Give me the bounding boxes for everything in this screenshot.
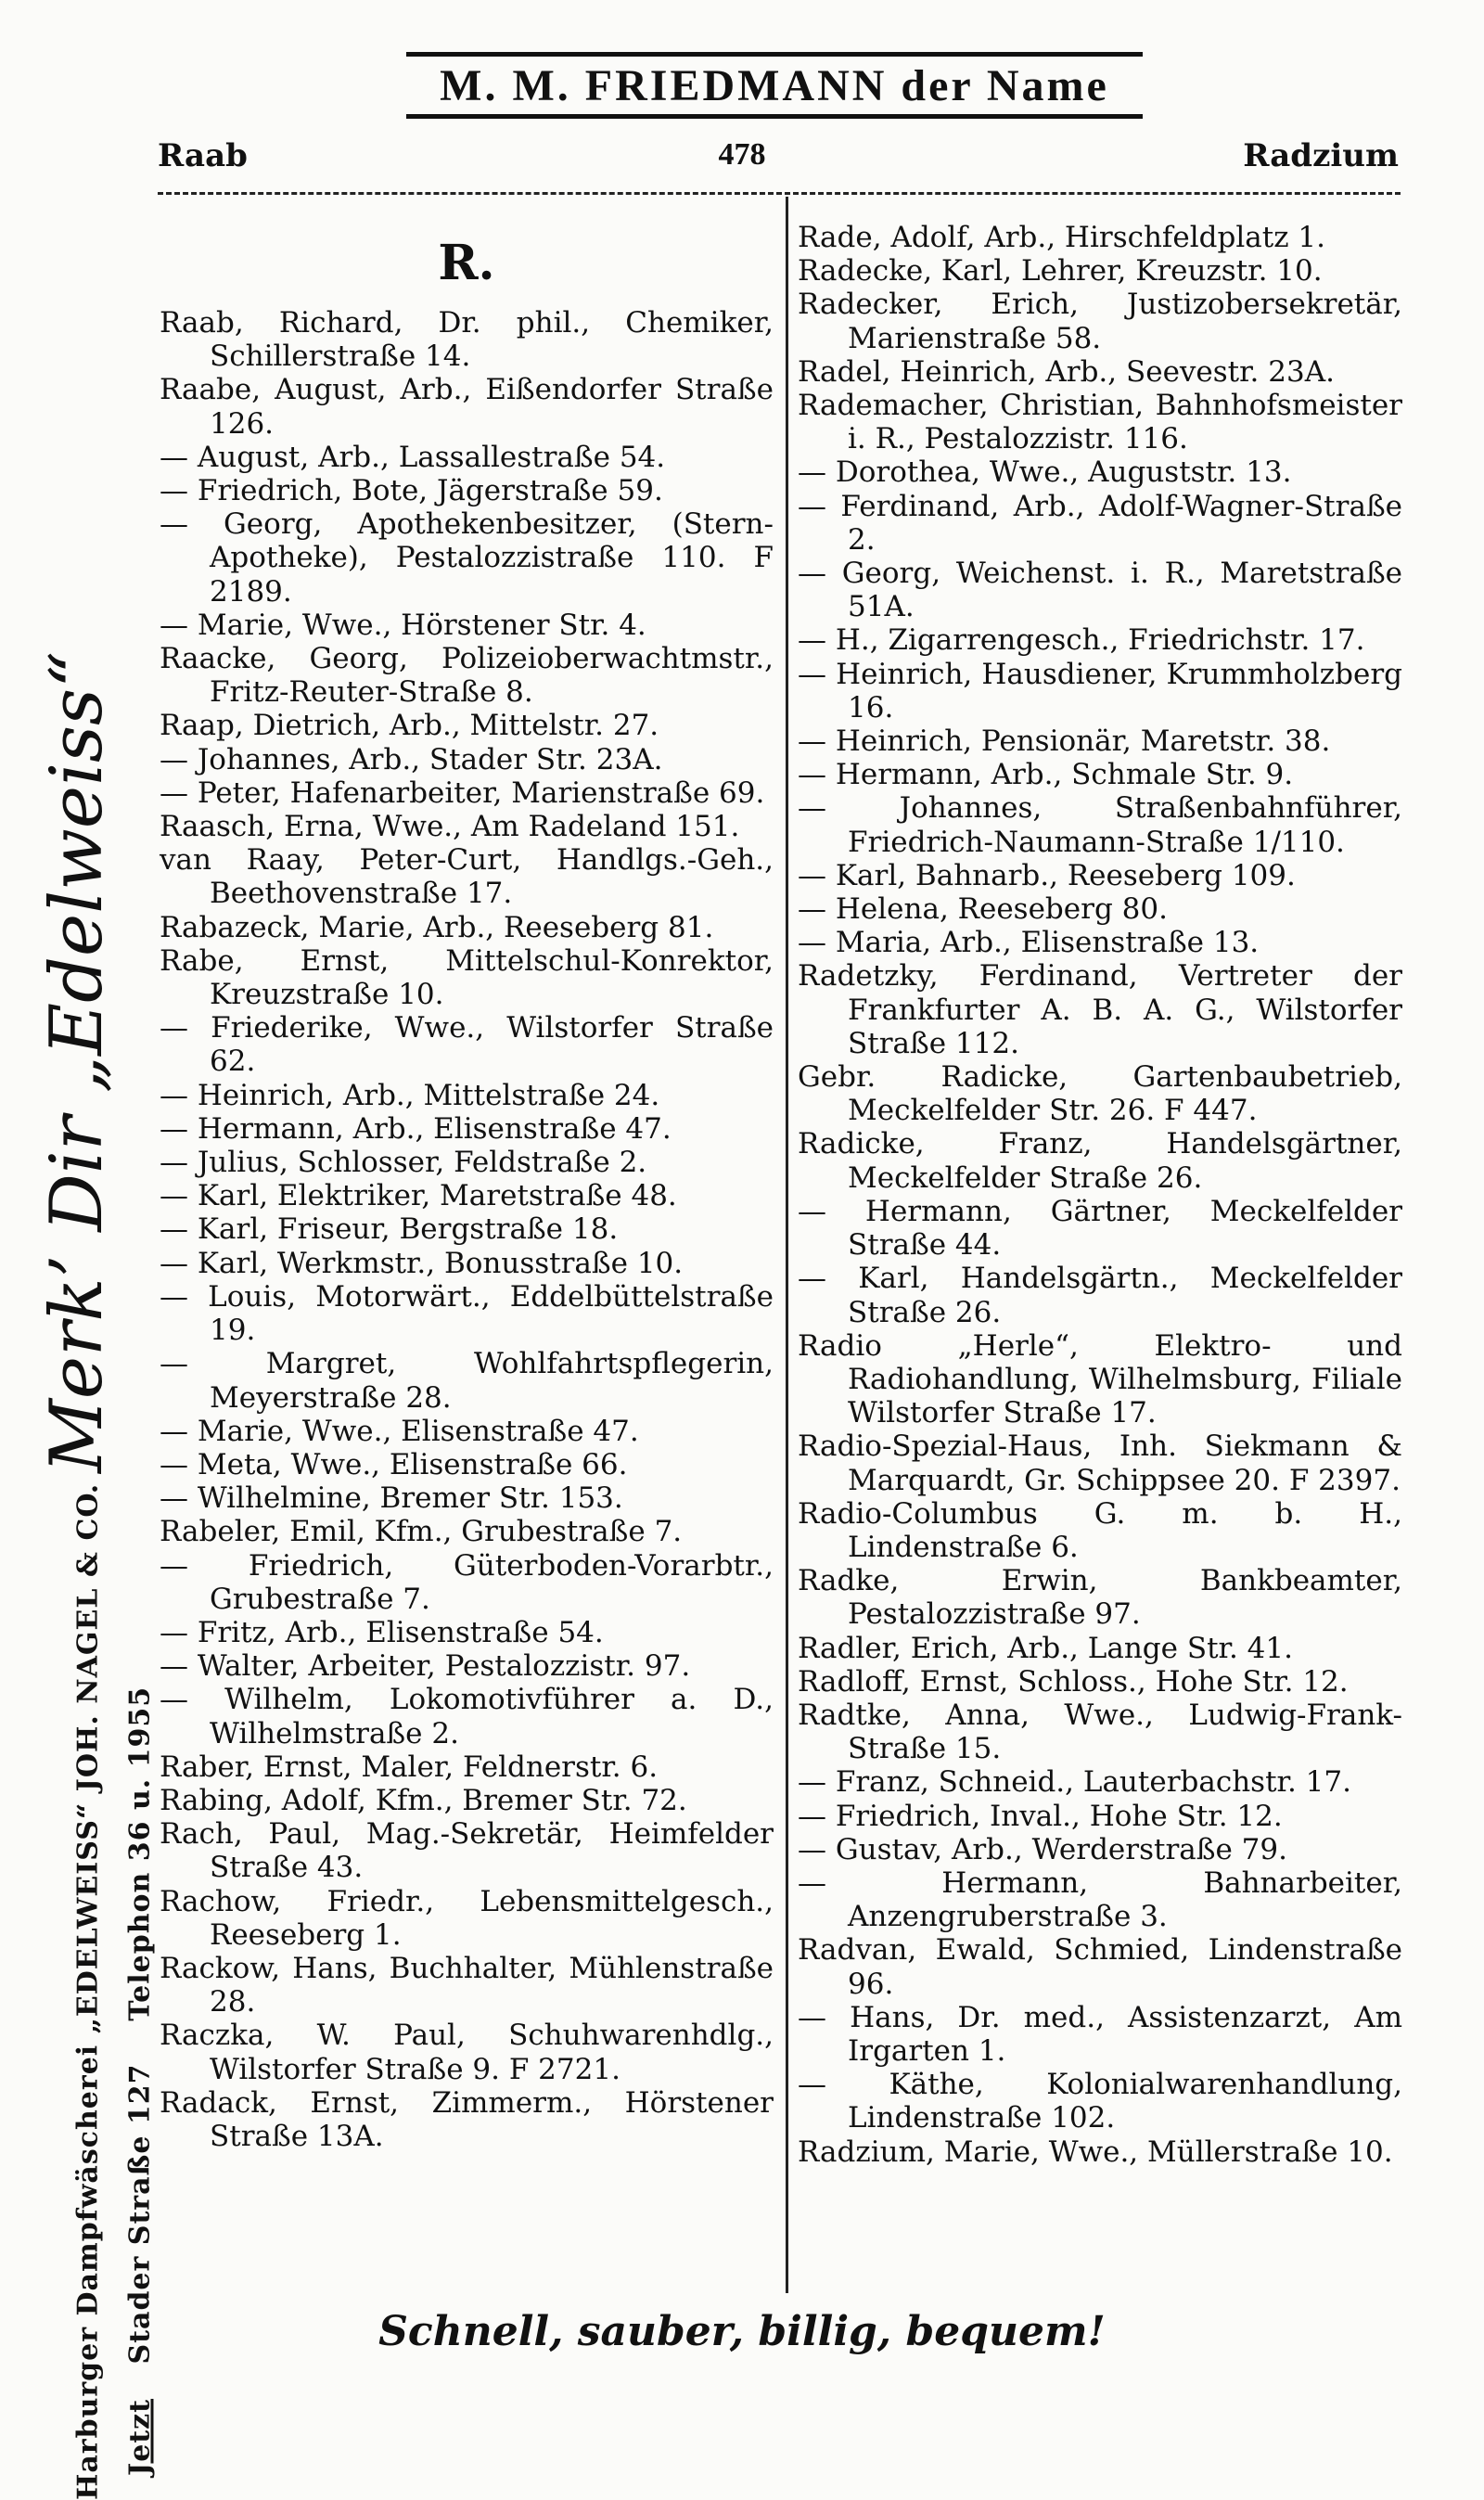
directory-entry: — Karl, Elektriker, Maretstraße 48. (160, 1179, 677, 1213)
directory-entry: — Hermann, Arb., Schmale Str. 9. (798, 758, 1294, 792)
directory-entry: Rabing, Adolf, Kfm., Bremer Str. 72. (160, 1783, 687, 1817)
directory-entry: Raap, Dietrich, Arb., Mittelstr. 27. (160, 709, 659, 743)
directory-entry: Radke, Erwin, Bankbeamter, Pestalozzistraße 97. (798, 1564, 1402, 1632)
directory-entry: — Hans, Dr. med., Assistenzarzt, Am Irgarten 1. (798, 2000, 1402, 2068)
directory-entry: Radio-Columbus G. m. b. H., Lindenstraße 6. (798, 1496, 1402, 1564)
directory-entry: — Heinrich, Pensionär, Maretstr. 38. (798, 724, 1331, 759)
directory-entry: Radio „Herle“, Elektro- und Radiohandlung, Wilhelmsburg, Filiale Wilstorfer Straße 17. (798, 1328, 1402, 1430)
directory-entry: Rackow, Hans, Buchhalter, Mühlenstraße 28. (160, 1951, 774, 2019)
directory-entry: Radvan, Ewald, Schmied, Lindenstraße 96. (798, 1933, 1402, 2001)
directory-entry: — Hermann, Gärtner, Meckelfelder Straße 44. (798, 1194, 1402, 1263)
directory-entry: — August, Arb., Lassallestraße 54. (160, 440, 666, 474)
left-column (160, 221, 774, 2153)
page-number: 478 (718, 137, 766, 172)
directory-entry: — Karl, Friseur, Bergstraße 18. (160, 1212, 619, 1247)
column-divider (786, 197, 788, 2293)
directory-entry: Radecke, Karl, Lehrer, Kreuzstr. 10. (798, 254, 1323, 288)
directory-entry: — Friederike, Wwe., Wilstorfer Straße 62. (160, 1011, 774, 1079)
directory-entry: — Georg, Apothekenbesitzer, (Stern-Apotheke), Pestalozzistraße 110. F 2189. (160, 507, 774, 609)
side-phone: Telephon 36 u. 1955 (123, 1686, 157, 2021)
directory-entry: — Johannes, Arb., Stader Str. 23A. (160, 742, 663, 776)
directory-entry: Raacke, Georg, Polizeioberwachtmstr., Fritz-Reuter-Straße 8. (160, 642, 774, 710)
directory-entry: — Fritz, Arb., Elisenstraße 54. (160, 1615, 604, 1649)
directory-entry: — Julius, Schlosser, Feldstraße 2. (160, 1146, 647, 1180)
directory-entry: — Wilhelm, Lokomotivführer a. D., Wilhelmstraße 2. (160, 1683, 774, 1750)
header-last-name: Radzium (1243, 137, 1399, 174)
directory-entry: Rademacher, Christian, Bahnhofsmeister i. R., Pestalozzistr. 116. (798, 389, 1402, 456)
directory-entry: Radel, Heinrich, Arb., Seevestr. 23A. (798, 354, 1335, 389)
directory-entry: — Dorothea, Wwe., Auguststr. 13. (798, 455, 1292, 490)
directory-entry: Radack, Ernst, Zimmerm., Hörstener Straße 13A. (160, 2085, 774, 2153)
directory-entry: Radloff, Ernst, Schloss., Hohe Str. 12. (798, 1664, 1349, 1699)
directory-entry: — Georg, Weichenst. i. R., Maretstraße 51A. (798, 557, 1402, 624)
directory-entry: Radio-Spezial-Haus, Inh. Siekmann & Marquardt, Gr. Schippsee 20. F 2397. (798, 1429, 1402, 1497)
directory-entry: Radtke, Anna, Wwe., Ludwig-Frank-Straße 15. (798, 1698, 1402, 1766)
side-address-line (124, 1053, 157, 2500)
directory-entry: — Käthe, Kolonialwarenhandlung, Lindenstraße 102. (798, 2068, 1402, 2135)
directory-entry: — Margret, Wohlfahrtspflegerin, Meyerstraße 28. (160, 1347, 774, 1415)
directory-entry: — Johannes, Straßenbahnführer, Friedrich-Naumann-Straße 1/110. (798, 791, 1402, 859)
directory-entry: — Heinrich, Hausdiener, Krummholzberg 16. (798, 657, 1402, 724)
side-company: Harburger Dampfwäscherei „EDELWEISS“ JOH. NAGEL & CO. (71, 1482, 105, 2500)
directory-entry: Rachow, Friedr., Lebensmittelgesch., Reeseberg 1. (160, 1884, 774, 1952)
directory-entry: — Walter, Arbeiter, Pestalozzistr. 97. (160, 1649, 691, 1684)
directory-entry: — Meta, Wwe., Elisenstraße 66. (160, 1447, 628, 1481)
directory-entry: — H., Zigarrengesch., Friedrichstr. 17. (798, 623, 1365, 658)
side-address: Stader Straße 127 (123, 2063, 157, 2365)
directory-entry: — Franz, Schneid., Lauterbachstr. 17. (798, 1765, 1351, 1800)
directory-entry: Radler, Erich, Arb., Lange Str. 41. (798, 1631, 1293, 1665)
directory-entry: — Louis, Motorwärt., Eddelbüttelstraße 19. (160, 1279, 774, 1348)
directory-entry: — Maria, Arb., Elisenstraße 13. (798, 926, 1260, 960)
directory-entry: — Peter, Hafenarbeiter, Marienstraße 69. (160, 776, 765, 810)
directory-entry: Raabe, August, Arb., Eißendorfer Straße 126. (160, 373, 774, 441)
directory-entry: Rabe, Ernst, Mittelschul-Konrektor, Kreuzstraße 10. (160, 943, 774, 1012)
directory-entry: — Wilhelmine, Bremer Str. 153. (160, 1481, 623, 1516)
directory-entry: Raber, Ernst, Maler, Feldnerstr. 6. (160, 1750, 659, 1784)
directory-entry: — Ferdinand, Arb., Adolf-Wagner-Straße 2. (798, 489, 1402, 557)
side-motto: Merk’ Dir „Edelweiss“ (35, 651, 119, 1473)
directory-entry: — Karl, Bahnarb., Reeseberg 109. (798, 858, 1296, 892)
directory-entry: Raczka, W. Paul, Schuhwarenhdlg., Wilstorfer Straße 9. F 2721. (160, 2019, 774, 2086)
directory-entry: — Friedrich, Güterboden-Vorarbtr., Grubestraße 7. (160, 1548, 774, 1616)
directory-entry: — Friedrich, Bote, Jägerstraße 59. (160, 474, 663, 508)
directory-entry: — Hermann, Arb., Elisenstraße 47. (160, 1111, 672, 1146)
directory-entry: — Marie, Wwe., Elisenstraße 47. (160, 1414, 639, 1448)
directory-entry: Rach, Paul, Mag.-Sekretär, Heimfelder Straße 43. (160, 1817, 774, 1885)
directory-entry: Raasch, Erna, Wwe., Am Radeland 151. (160, 810, 740, 844)
side-company-line (72, 1053, 105, 2500)
side-advertisement (7, 190, 157, 2500)
directory-entry: — Gustav, Arb., Werderstraße 79. (798, 1832, 1287, 1866)
right-column (798, 221, 1402, 2169)
directory-entry: Radicke, Franz, Handelsgärtner, Meckelfelder Straße 26. (798, 1127, 1402, 1195)
directory-entry: — Friedrich, Inval., Hohe Str. 12. (798, 1799, 1283, 1833)
directory-entry: Gebr. Radicke, Gartenbaubetrieb, Meckelfelder Str. 26. F 447. (798, 1060, 1402, 1128)
header-first-name: Raab (158, 137, 248, 174)
directory-entry: — Karl, Werkmstr., Bonusstraße 10. (160, 1246, 684, 1280)
directory-entry: Rabazeck, Marie, Arb., Reeseberg 81. (160, 910, 714, 944)
directory-entry: Rade, Adolf, Arb., Hirschfeldplatz 1. (798, 221, 1325, 254)
directory-entry: Raab, Richard, Dr. phil., Chemiker, Schillerstraße 14. (160, 306, 774, 374)
footer-slogan: Schnell, sauber, billig, bequem! (378, 2308, 1106, 2355)
directory-entry: — Heinrich, Arb., Mittelstraße 24. (160, 1078, 660, 1112)
directory-entry: — Karl, Handelsgärtn., Meckelfelder Straße 26. (798, 1262, 1402, 1329)
directory-entry: — Marie, Wwe., Hörstener Str. 4. (160, 608, 646, 642)
directory-entry: — Hermann, Bahnarbeiter, Anzengruberstraße 3. (798, 1865, 1402, 1934)
section-letter: R. (438, 235, 495, 291)
header-rule (158, 192, 1401, 195)
directory-entry: Radetzky, Ferdinand, Vertreter der Frankfurter A. B. A. G., Wilstorfer Straße 112. (798, 959, 1402, 1060)
directory-entry: Rabeler, Emil, Kfm., Grubestraße 7. (160, 1515, 683, 1549)
directory-entry: — Helena, Reeseberg 80. (798, 892, 1168, 927)
masthead-banner: M. M. FRIEDMANN der Name (406, 52, 1143, 119)
directory-entry: van Raay, Peter-Curt, Handlgs.-Geh., Beethovenstraße 17. (160, 843, 774, 911)
directory-entry: Radecker, Erich, Justizobersekretär, Marienstraße 58. (798, 288, 1402, 355)
side-now: Jetzt (123, 2398, 157, 2476)
directory-entry: Radzium, Marie, Wwe., Müllerstraße 10. (798, 2135, 1393, 2169)
